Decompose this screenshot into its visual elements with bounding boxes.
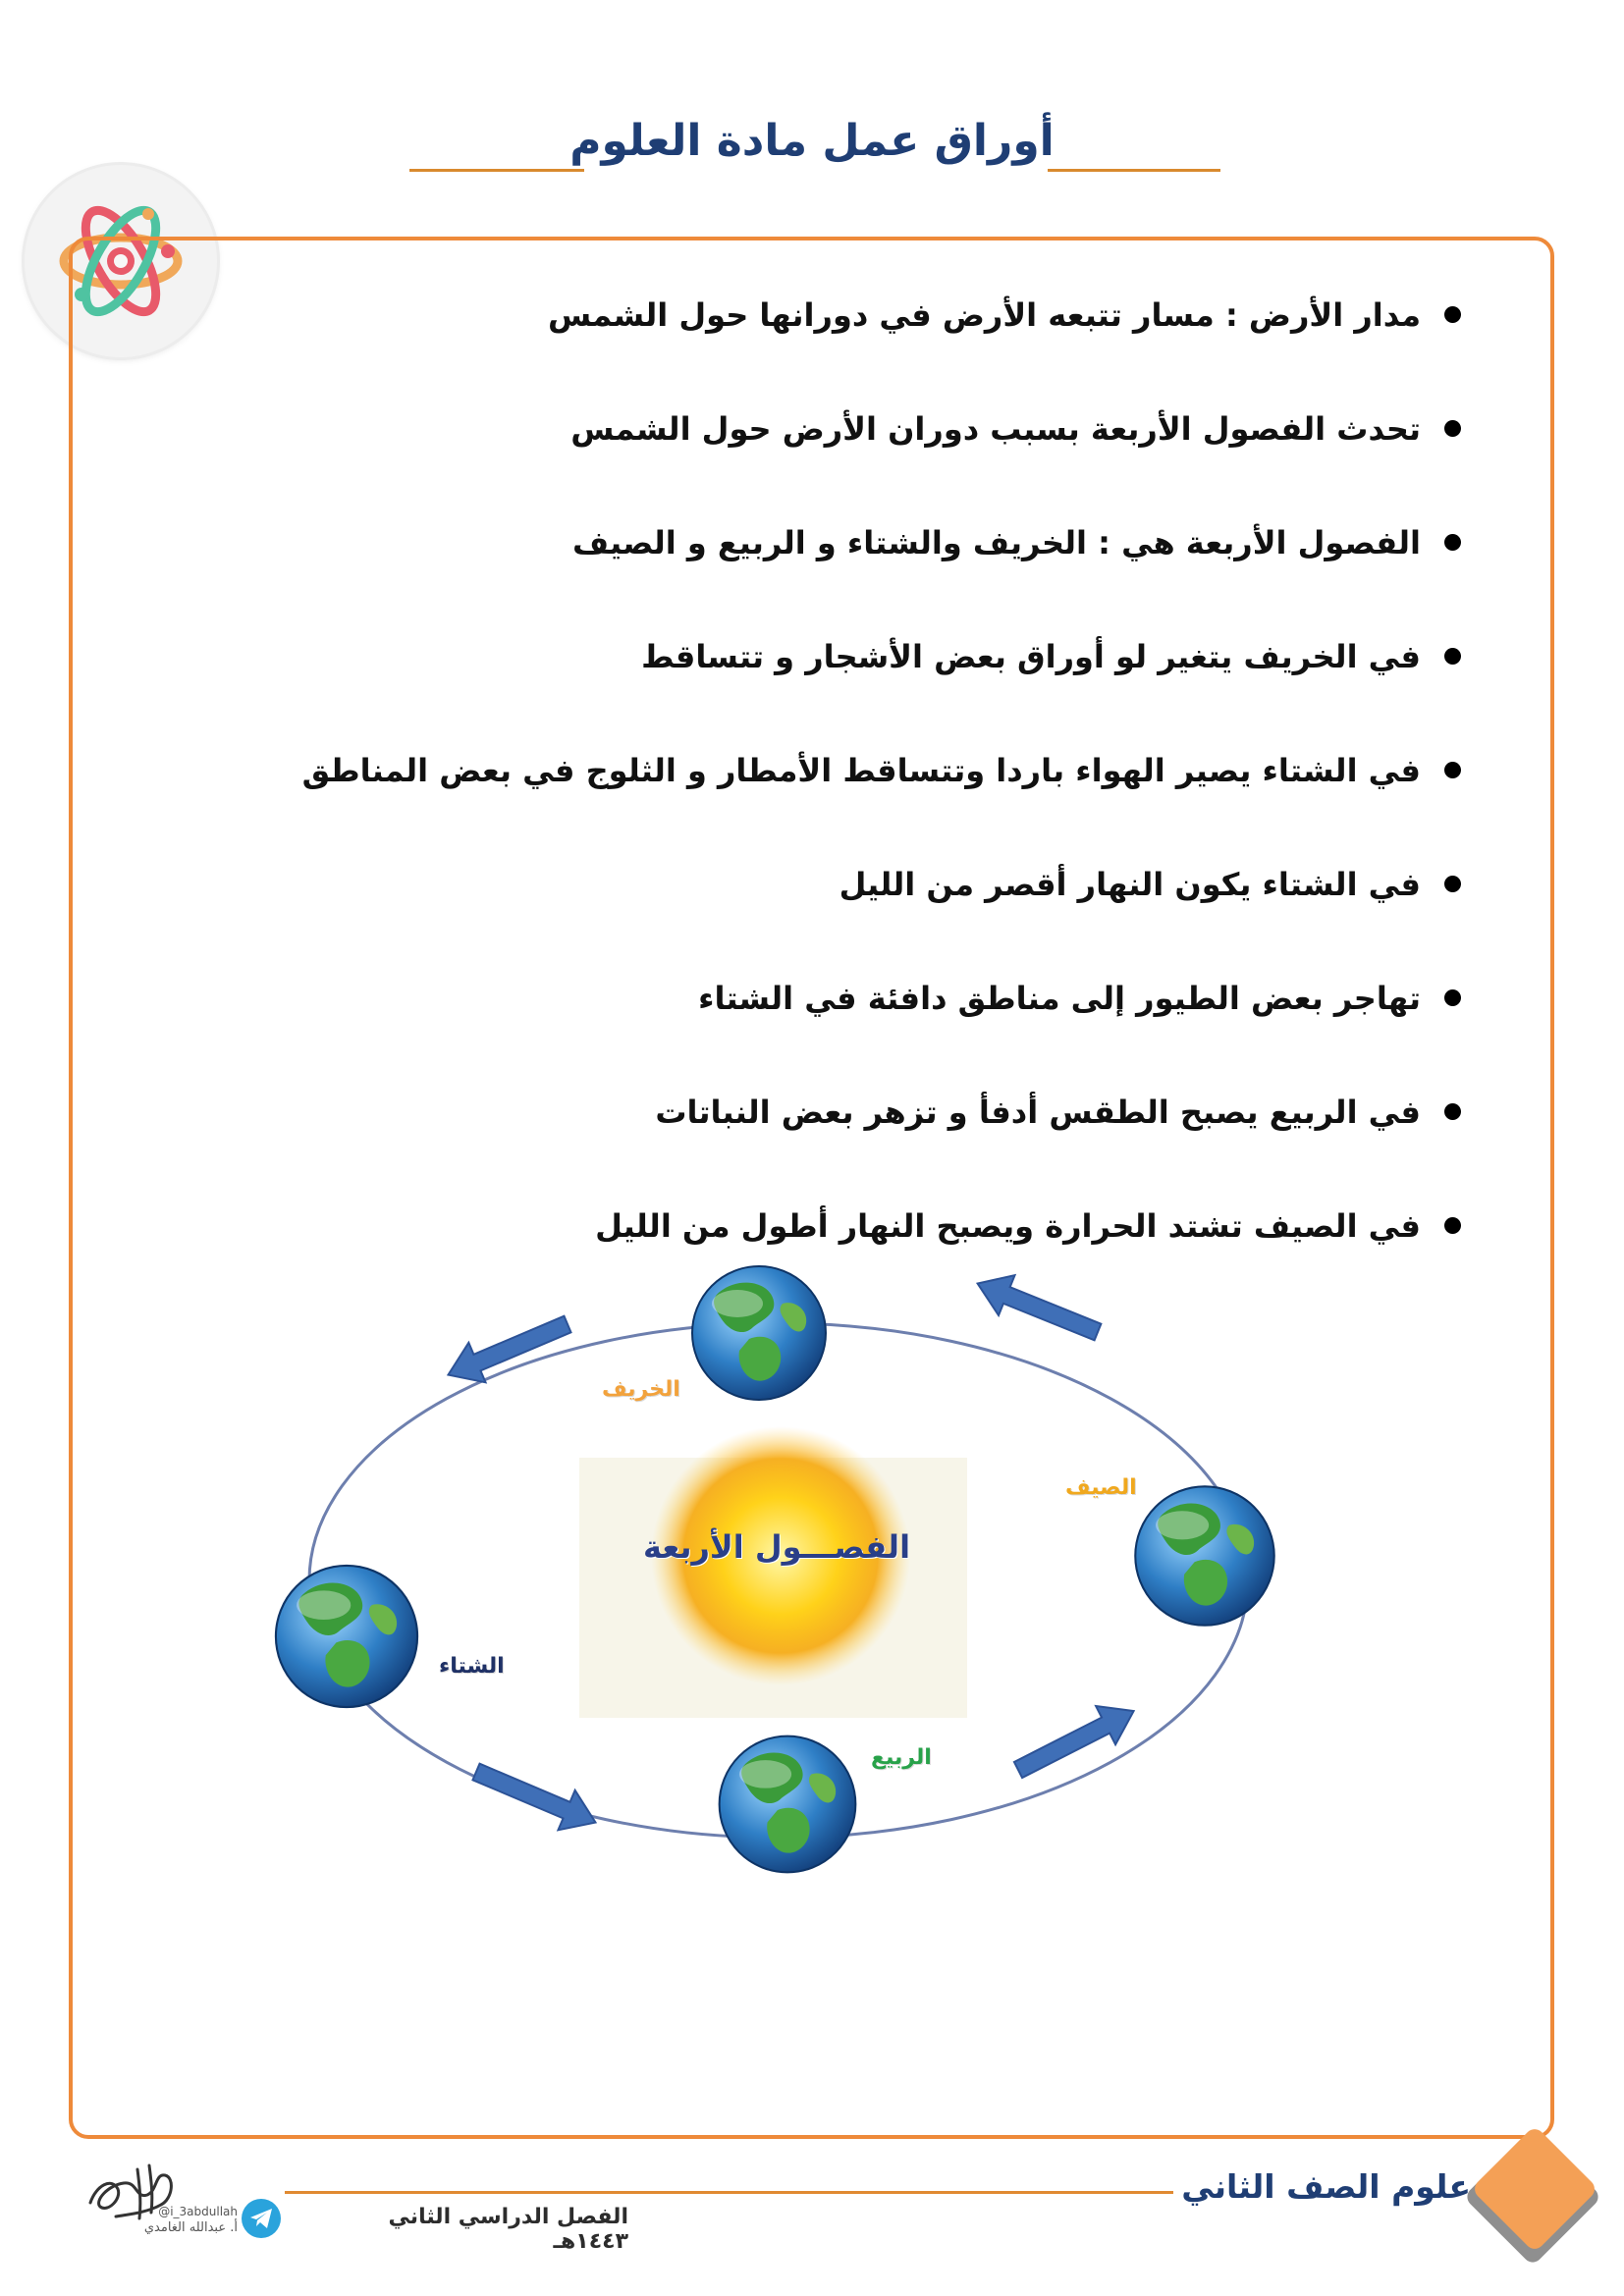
orbit-arrow-icon: [440, 1305, 576, 1395]
bullet-dot: [1444, 762, 1461, 778]
bullet-text: في الربيع يصبح الطقس أدفأ و تزهر بعض النباتات: [655, 1094, 1421, 1131]
footer-diamond: [1471, 2125, 1598, 2253]
bullet-text: في الشتاء يكون النهار أقصر من الليل: [839, 866, 1421, 903]
title-rule-left: [409, 169, 584, 172]
bullet-text: تحدث الفصول الأربعة بسبب دوران الأرض حول الشمس: [570, 410, 1421, 448]
footer-term: الفصل الدراسي الثاني ١٤٤٣هـ: [388, 2205, 628, 2254]
list-item: [234, 974, 1461, 1088]
telegram-icon[interactable]: [242, 2199, 281, 2238]
list-item: [234, 632, 1461, 746]
bullet-dot: [1444, 989, 1461, 1006]
bullet-text: في الصيف تشتد الحرارة ويصبح النهار أطول من الليل: [595, 1207, 1421, 1245]
bullet-text: الفصول الأربعة هي : الخريف والشتاء و الربيع و الصيف: [572, 524, 1421, 561]
title-rule-right: [1048, 169, 1220, 172]
orbit-graphic: [270, 1261, 1301, 1895]
bullet-list: [234, 291, 1461, 1315]
telegram-handle: @i_3abdullah: [158, 2205, 238, 2218]
bullet-dot: [1444, 1217, 1461, 1234]
page-title: أوراق عمل مادة العلوم: [569, 116, 1055, 166]
list-item: [234, 291, 1461, 404]
orbit-arrow-icon: [1008, 1691, 1144, 1789]
diagram-center-title: الفصـــول الأربعة: [643, 1528, 911, 1566]
earth-autumn-icon: [692, 1266, 826, 1400]
bullet-dot: [1444, 534, 1461, 551]
footer-grade: علوم الصف الثاني: [1181, 2167, 1471, 2206]
bullet-dot: [1444, 876, 1461, 892]
bullet-text: مدار الأرض : مسار تتبعه الأرض في دورانها حول الشمس: [547, 296, 1421, 334]
earth-summer-icon: [1135, 1486, 1273, 1625]
orbit-arrow-icon: [467, 1752, 604, 1842]
list-item: [234, 518, 1461, 632]
seasons-diagram: [270, 1261, 1301, 1895]
bullet-text: في الشتاء يصير الهواء باردا وتتساقط الأمطار و الثلوج في بعض المناطق: [301, 752, 1421, 789]
season-label-autumn: الخريف: [602, 1377, 680, 1402]
bullet-text: في الخريف يتغير لو أوراق بعض الأشجار و تتساقط: [641, 638, 1421, 675]
season-label-spring: الربيع: [871, 1745, 932, 1770]
bullet-dot: [1444, 1103, 1461, 1120]
earth-spring-icon: [720, 1736, 856, 1873]
list-item: [234, 404, 1461, 518]
season-label-summer: الصيف: [1065, 1475, 1137, 1500]
list-item: [234, 746, 1461, 860]
bullet-dot: [1444, 306, 1461, 323]
list-item: [234, 860, 1461, 974]
bullet-dot: [1444, 648, 1461, 665]
bullet-dot: [1444, 420, 1461, 437]
author-name: أ. عبدالله الغامدي: [143, 2220, 238, 2235]
orbit-arrow-icon: [969, 1263, 1106, 1352]
footer-rule: [285, 2191, 1173, 2194]
earth-winter-icon: [276, 1566, 417, 1707]
list-item: [234, 1088, 1461, 1201]
bullet-text: تهاجر بعض الطيور إلى مناطق دافئة في الشتاء: [698, 980, 1421, 1017]
season-label-winter: الشتاء: [439, 1654, 505, 1679]
signature-icon: [79, 2156, 187, 2234]
